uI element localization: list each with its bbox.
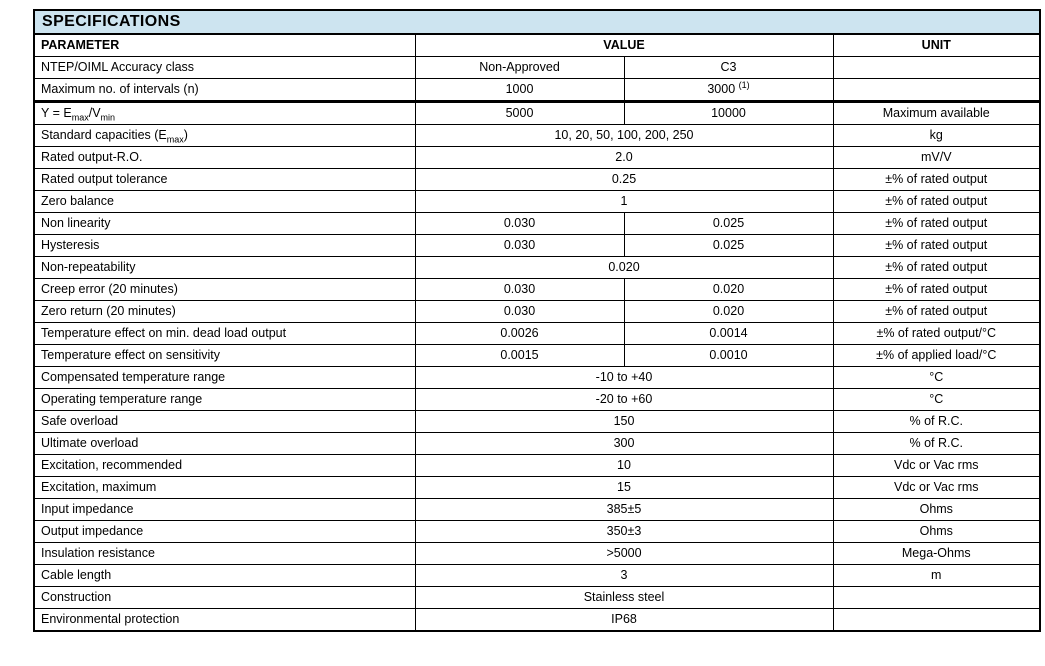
table-row: [34, 477, 1040, 499]
table-row: [34, 389, 1040, 411]
value-cell-1: 300: [415, 433, 833, 455]
value-cell-1: 0.020: [415, 257, 833, 279]
value-cell-1: 1: [415, 191, 833, 213]
unit-cell: % of R.C.: [833, 411, 1040, 433]
unit-cell: ±% of rated output: [833, 169, 1040, 191]
table-row: [34, 543, 1040, 565]
parameter-cell: Zero balance: [34, 191, 415, 213]
parameter-cell: Insulation resistance: [34, 543, 415, 565]
table-row: [34, 609, 1040, 632]
parameter-cell: Excitation, recommended: [34, 455, 415, 477]
value-cell-2: 10000: [624, 102, 833, 125]
parameter-cell: Hysteresis: [34, 235, 415, 257]
value-cell-1: 0.030: [415, 235, 624, 257]
value-cell-1: -10 to +40: [415, 367, 833, 389]
value-cell-1: 0.030: [415, 301, 624, 323]
value-cell-1: 0.030: [415, 213, 624, 235]
unit-cell: Maximum available: [833, 102, 1040, 125]
parameter-cell: Compensated temperature range: [34, 367, 415, 389]
parameter-cell: Creep error (20 minutes): [34, 279, 415, 301]
unit-cell: ±% of applied load/°C: [833, 345, 1040, 367]
table-row: [34, 411, 1040, 433]
unit-cell: [833, 57, 1040, 79]
value-cell-1: 0.25: [415, 169, 833, 191]
unit-cell: mV/V: [833, 147, 1040, 169]
value-cell-2: 0.0010: [624, 345, 833, 367]
table-row: [34, 323, 1040, 345]
column-header-row: [34, 34, 1040, 57]
col-header-parameter: PARAMETER: [34, 34, 415, 57]
value-cell-1: 10, 20, 50, 100, 200, 250: [415, 125, 833, 147]
parameter-cell: Temperature effect on sensitivity: [34, 345, 415, 367]
unit-cell: ±% of rated output: [833, 213, 1040, 235]
parameter-cell: Environmental protection: [34, 609, 415, 632]
unit-cell: ±% of rated output: [833, 191, 1040, 213]
col-header-unit: UNIT: [833, 34, 1040, 57]
value-cell-2: 0.020: [624, 301, 833, 323]
parameter-cell: Maximum no. of intervals (n): [34, 79, 415, 102]
unit-cell: [833, 587, 1040, 609]
parameter-cell: Cable length: [34, 565, 415, 587]
spec-table-body: [34, 57, 1040, 632]
table-row: [34, 125, 1040, 147]
unit-cell: [833, 79, 1040, 102]
value-cell-1: Stainless steel: [415, 587, 833, 609]
value-cell-2: 0.020: [624, 279, 833, 301]
parameter-cell: Zero return (20 minutes): [34, 301, 415, 323]
unit-cell: kg: [833, 125, 1040, 147]
parameter-cell: Non linearity: [34, 213, 415, 235]
unit-cell: [833, 609, 1040, 632]
unit-cell: ±% of rated output: [833, 257, 1040, 279]
parameter-cell: Construction: [34, 587, 415, 609]
parameter-cell: Input impedance: [34, 499, 415, 521]
table-row: [34, 455, 1040, 477]
unit-cell: Mega-Ohms: [833, 543, 1040, 565]
value-cell-1: 385±5: [415, 499, 833, 521]
value-cell-2: 0.025: [624, 213, 833, 235]
unit-cell: °C: [833, 389, 1040, 411]
value-cell-1: 5000: [415, 102, 624, 125]
value-cell-1: 0.030: [415, 279, 624, 301]
parameter-cell: Excitation, maximum: [34, 477, 415, 499]
parameter-cell: NTEP/OIML Accuracy class: [34, 57, 415, 79]
col-header-value: VALUE: [415, 34, 833, 57]
parameter-cell: Non-repeatability: [34, 257, 415, 279]
table-title: SPECIFICATIONS: [34, 10, 1040, 34]
parameter-cell: Operating temperature range: [34, 389, 415, 411]
table-row: [34, 301, 1040, 323]
table-row: [34, 257, 1040, 279]
value-cell-1: 350±3: [415, 521, 833, 543]
table-row: [34, 57, 1040, 79]
table-row: [34, 235, 1040, 257]
table-row: [34, 213, 1040, 235]
unit-cell: ±% of rated output: [833, 301, 1040, 323]
parameter-cell: Standard capacities $(E_{max})$: [34, 125, 415, 147]
table-row: [34, 565, 1040, 587]
table-row: [34, 279, 1040, 301]
unit-cell: Vdc or Vac rms: [833, 455, 1040, 477]
value-cell-2: 0.025: [624, 235, 833, 257]
unit-cell: ±% of rated output: [833, 235, 1040, 257]
value-cell-1: 10: [415, 455, 833, 477]
parameter-cell: Rated output tolerance: [34, 169, 415, 191]
table-row: [34, 433, 1040, 455]
value-cell-2: 0.0014: [624, 323, 833, 345]
table-row: [34, 169, 1040, 191]
value-cell-2: 3000 $^{(1)}$: [624, 79, 833, 102]
value-cell-1: >5000: [415, 543, 833, 565]
value-cell-1: Non-Approved: [415, 57, 624, 79]
unit-cell: ±% of rated output/°C: [833, 323, 1040, 345]
table-row: [34, 367, 1040, 389]
value-cell-1: IP68: [415, 609, 833, 632]
unit-cell: Ohms: [833, 521, 1040, 543]
table-row: [34, 147, 1040, 169]
table-row: [34, 191, 1040, 213]
parameter-cell: Rated output-R.O.: [34, 147, 415, 169]
parameter-cell: Output impedance: [34, 521, 415, 543]
unit-cell: m: [833, 565, 1040, 587]
title-row: [34, 10, 1040, 34]
value-cell-1: 0.0026: [415, 323, 624, 345]
table-row: [34, 345, 1040, 367]
parameter-cell: Ultimate overload: [34, 433, 415, 455]
unit-cell: % of R.C.: [833, 433, 1040, 455]
specifications-table: [33, 9, 1041, 632]
value-cell-1: 150: [415, 411, 833, 433]
value-cell-1: 0.0015: [415, 345, 624, 367]
table-row: [34, 587, 1040, 609]
parameter-cell: Safe overload: [34, 411, 415, 433]
unit-cell: Vdc or Vac rms: [833, 477, 1040, 499]
unit-cell: °C: [833, 367, 1040, 389]
parameter-cell: $Y = E_{max}/V_{min}$: [34, 102, 415, 125]
table-row: [34, 521, 1040, 543]
table-row: [34, 102, 1040, 125]
value-cell-1: -20 to +60: [415, 389, 833, 411]
table-row: [34, 79, 1040, 102]
unit-cell: ±% of rated output: [833, 279, 1040, 301]
value-cell-1: 2.0: [415, 147, 833, 169]
parameter-cell: Temperature effect on min. dead load output: [34, 323, 415, 345]
value-cell-2: C3: [624, 57, 833, 79]
value-cell-1: 3: [415, 565, 833, 587]
unit-cell: Ohms: [833, 499, 1040, 521]
value-cell-1: 1000: [415, 79, 624, 102]
table-row: [34, 499, 1040, 521]
value-cell-1: 15: [415, 477, 833, 499]
